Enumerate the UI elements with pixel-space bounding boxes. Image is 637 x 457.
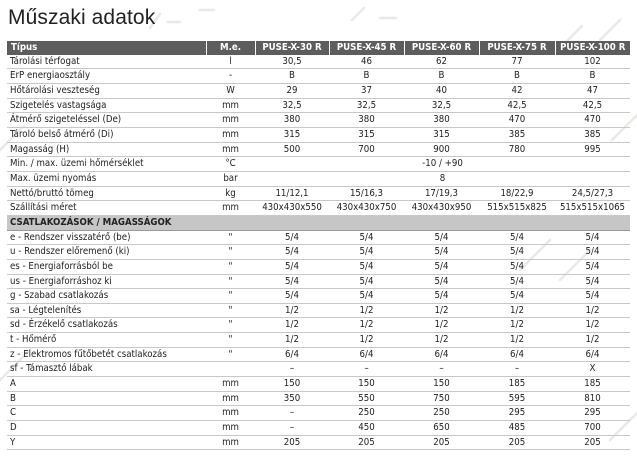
row-value: 1/2 (329, 333, 404, 348)
row-unit: " (206, 274, 255, 289)
row-value: 6/4 (555, 347, 630, 362)
row-unit: " (206, 245, 255, 260)
row-value: 5/4 (555, 259, 630, 274)
row-value: 750 (404, 391, 479, 406)
table-row (7, 391, 630, 406)
table-row (7, 171, 630, 186)
row-label: sf - Támasztó lábak (7, 362, 206, 377)
row-value: 32,5 (329, 98, 404, 113)
row-value: 1/2 (255, 333, 329, 348)
row-value: 1/2 (255, 318, 329, 333)
row-value: 5/4 (255, 274, 329, 289)
row-label: Tároló belső átmérő (Di) (7, 127, 206, 142)
row-value: 1/2 (479, 303, 555, 318)
row-unit: - (206, 69, 255, 84)
row-unit: mm (206, 421, 255, 436)
row-value: 550 (329, 391, 404, 406)
row-value: 700 (555, 421, 630, 436)
row-value: 515x515x825 (479, 201, 555, 216)
row-value: 15/16,3 (329, 186, 404, 201)
row-value: 102 (555, 55, 630, 69)
row-unit (206, 362, 255, 377)
row-value: 5/4 (479, 230, 555, 245)
row-value: 5/4 (479, 259, 555, 274)
row-value: 450 (329, 421, 404, 436)
row-value: 29 (255, 83, 329, 98)
row-value: 11/12,1 (255, 186, 329, 201)
row-value: 1/2 (329, 303, 404, 318)
row-unit: " (206, 347, 255, 362)
row-value: 500 (255, 142, 329, 157)
table-row (7, 83, 630, 98)
header-cell: PUSE-X-30 R (255, 41, 329, 55)
row-value: 150 (329, 377, 404, 392)
table-row (7, 274, 630, 289)
row-value: 5/4 (329, 274, 404, 289)
row-value: 5/4 (404, 259, 479, 274)
row-value: 1/2 (479, 318, 555, 333)
spec-table (7, 41, 630, 450)
header-cell: M.e. (206, 41, 255, 55)
table-row (7, 230, 630, 245)
row-label: ErP energiaosztály (7, 69, 206, 84)
row-unit: W (206, 83, 255, 98)
row-value: 380 (255, 113, 329, 128)
table-row (7, 113, 630, 128)
row-value: 1/2 (255, 303, 329, 318)
table-row (7, 362, 630, 377)
row-value: 485 (479, 421, 555, 436)
row-value: 40 (404, 83, 479, 98)
row-value: 5/4 (329, 230, 404, 245)
row-value: 5/4 (329, 245, 404, 260)
row-value: 5/4 (479, 245, 555, 260)
row-label: us - Energiaforráshoz ki (7, 274, 206, 289)
row-value: 5/4 (255, 230, 329, 245)
row-value: 37 (329, 83, 404, 98)
row-value: 5/4 (329, 259, 404, 274)
row-value: 42,5 (555, 98, 630, 113)
row-unit: " (206, 289, 255, 304)
row-value: 5/4 (555, 245, 630, 260)
row-value: 5/4 (555, 230, 630, 245)
row-label: g - Szabad csatlakozás (7, 289, 206, 304)
table-row (7, 333, 630, 348)
table-row (7, 289, 630, 304)
row-value: 1/2 (555, 303, 630, 318)
row-unit: mm (206, 435, 255, 450)
table-row (7, 406, 630, 421)
row-value: 24,5/27,3 (555, 186, 630, 201)
row-value: 1/2 (555, 333, 630, 348)
row-label: Nettó/bruttó tömeg (7, 186, 206, 201)
row-value: 150 (255, 377, 329, 392)
row-value: 315 (404, 127, 479, 142)
row-unit: " (206, 318, 255, 333)
row-unit: " (206, 333, 255, 348)
row-value: 42,5 (479, 98, 555, 113)
row-value: 810 (555, 391, 630, 406)
row-value: 185 (555, 377, 630, 392)
row-value: 295 (555, 406, 630, 421)
row-value: 1/2 (555, 318, 630, 333)
row-label: sa - Légtelenítés (7, 303, 206, 318)
header-cell: PUSE-X-45 R (329, 41, 404, 55)
row-label: A (7, 377, 206, 392)
row-value: 595 (479, 391, 555, 406)
row-unit: mm (206, 113, 255, 128)
row-unit: mm (206, 391, 255, 406)
row-value: 1/2 (404, 333, 479, 348)
row-unit: mm (206, 377, 255, 392)
row-value: 900 (404, 142, 479, 157)
table-row (7, 259, 630, 274)
row-value: – (404, 362, 479, 377)
row-label: Y (7, 435, 206, 450)
row-unit: mm (206, 127, 255, 142)
header-cell: PUSE-X-60 R (404, 41, 479, 55)
row-value: 780 (479, 142, 555, 157)
row-label: Szállítási méret (7, 201, 206, 216)
row-value: 430x430x950 (404, 201, 479, 216)
row-value: 5/4 (255, 259, 329, 274)
row-label: u - Rendszer előremenő (ki) (7, 245, 206, 260)
table-row (7, 377, 630, 392)
row-value: 32,5 (255, 98, 329, 113)
row-value: B (404, 69, 479, 84)
row-value: 5/4 (479, 274, 555, 289)
row-value: 385 (479, 127, 555, 142)
row-label: Átmérő szigeteléssel (De) (7, 113, 206, 128)
row-value: B (329, 69, 404, 84)
row-value: 315 (255, 127, 329, 142)
row-unit: kg (206, 186, 255, 201)
row-unit: " (206, 230, 255, 245)
row-unit: mm (206, 201, 255, 216)
row-label: z - Elektromos fűtőbetét csatlakozás (7, 347, 206, 362)
row-value: 295 (479, 406, 555, 421)
header-cell: PUSE-X-100 R (555, 41, 630, 55)
row-value: – (255, 406, 329, 421)
row-unit: mm (206, 142, 255, 157)
row-value: – (255, 362, 329, 377)
row-value: 6/4 (255, 347, 329, 362)
row-value: 1/2 (329, 318, 404, 333)
table-row (7, 347, 630, 362)
row-unit: bar (206, 171, 255, 186)
table-row (7, 186, 630, 201)
row-value: 250 (329, 406, 404, 421)
row-value: B (479, 69, 555, 84)
row-value: B (555, 69, 630, 84)
row-value: 5/4 (404, 245, 479, 260)
row-label: Min. / max. üzemi hőmérséklet (7, 157, 206, 172)
row-unit: l (206, 55, 255, 69)
row-label: Max. üzemi nyomás (7, 171, 206, 186)
row-value: 205 (255, 435, 329, 450)
row-value: 515x515x1065 (555, 201, 630, 216)
row-value: 1/2 (479, 333, 555, 348)
row-value: – (479, 362, 555, 377)
row-value: 430x430x550 (255, 201, 329, 216)
table-row (7, 318, 630, 333)
row-label: sd - Érzékelő csatlakozás (7, 318, 206, 333)
row-label: Hőtárolási veszteség (7, 83, 206, 98)
row-value: 6/4 (479, 347, 555, 362)
row-value: X (555, 362, 630, 377)
table-row (7, 245, 630, 260)
row-value: 77 (479, 55, 555, 69)
row-value: 5/4 (404, 230, 479, 245)
table-row (7, 435, 630, 450)
row-unit: °C (206, 157, 255, 172)
row-unit: mm (206, 98, 255, 113)
row-unit: " (206, 303, 255, 318)
row-value: 430x430x750 (329, 201, 404, 216)
row-value: 18/22,9 (479, 186, 555, 201)
row-value: 42 (479, 83, 555, 98)
table-row (7, 142, 630, 157)
row-label: e - Rendszer visszatérő (be) (7, 230, 206, 245)
table-row (7, 69, 630, 84)
row-value: 470 (555, 113, 630, 128)
row-value: 5/4 (255, 289, 329, 304)
row-label: D (7, 421, 206, 436)
row-value: 5/4 (255, 245, 329, 260)
header-cell: PUSE-X-75 R (479, 41, 555, 55)
table-row (7, 157, 630, 172)
table-row (7, 421, 630, 436)
row-label: es - Energiaforrásból be (7, 259, 206, 274)
row-value: 385 (555, 127, 630, 142)
row-unit: mm (206, 406, 255, 421)
row-value: 185 (479, 377, 555, 392)
row-value: 205 (404, 435, 479, 450)
row-value: B (255, 69, 329, 84)
row-value: 5/4 (479, 289, 555, 304)
row-value-span: 8 (255, 171, 630, 186)
row-value: 6/4 (404, 347, 479, 362)
table-row (7, 98, 630, 113)
row-value: 5/4 (555, 274, 630, 289)
table-row (7, 55, 630, 69)
row-value: 1/2 (404, 303, 479, 318)
table-body (7, 55, 630, 450)
row-value: 32,5 (404, 98, 479, 113)
row-value: 30,5 (255, 55, 329, 69)
row-value: – (329, 362, 404, 377)
row-value: 46 (329, 55, 404, 69)
row-value: 205 (555, 435, 630, 450)
row-value: 5/4 (555, 289, 630, 304)
row-label: Tárolási térfogat (7, 55, 206, 69)
section-header-row (7, 215, 630, 230)
row-value: 5/4 (329, 289, 404, 304)
row-value: 5/4 (404, 274, 479, 289)
row-label: Magasság (H) (7, 142, 206, 157)
row-value: – (255, 421, 329, 436)
row-value: 315 (329, 127, 404, 142)
row-value-span: -10 / +90 (255, 157, 630, 172)
row-value: 17/19,3 (404, 186, 479, 201)
row-value: 470 (479, 113, 555, 128)
row-value: 380 (329, 113, 404, 128)
row-label: t - Hőmérő (7, 333, 206, 348)
page-title: Műszaki adatok (8, 6, 156, 29)
row-value: 250 (404, 406, 479, 421)
row-value: 5/4 (404, 289, 479, 304)
row-value: 995 (555, 142, 630, 157)
row-value: 700 (329, 142, 404, 157)
row-value: 205 (479, 435, 555, 450)
header-cell: Típus (7, 41, 206, 55)
row-label: B (7, 391, 206, 406)
row-value: 350 (255, 391, 329, 406)
row-value: 1/2 (404, 318, 479, 333)
table-row (7, 201, 630, 216)
row-value: 62 (404, 55, 479, 69)
row-value: 380 (404, 113, 479, 128)
section-title: CSATLAKOZÁSOK / MAGASSÁGOK (7, 215, 630, 230)
table-row (7, 303, 630, 318)
row-value: 47 (555, 83, 630, 98)
table-header-row (7, 41, 630, 55)
row-unit: " (206, 259, 255, 274)
row-value: 150 (404, 377, 479, 392)
row-value: 6/4 (329, 347, 404, 362)
row-label: C (7, 406, 206, 421)
row-value: 205 (329, 435, 404, 450)
row-value: 650 (404, 421, 479, 436)
row-label: Szigetelés vastagsága (7, 98, 206, 113)
table-row (7, 127, 630, 142)
